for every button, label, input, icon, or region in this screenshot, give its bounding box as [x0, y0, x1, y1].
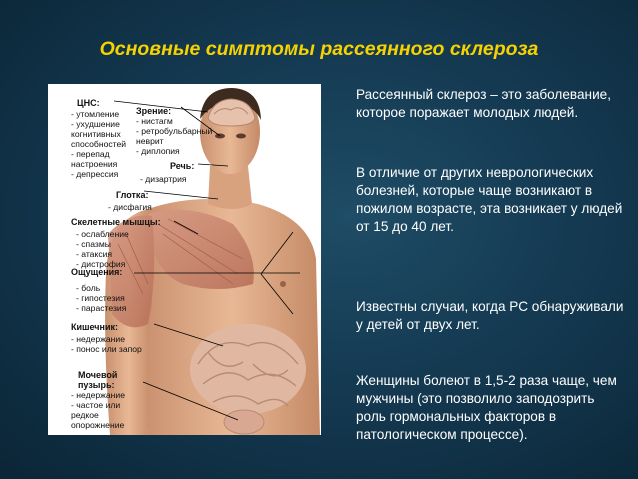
paragraph-1: Рассеянный склероз – это заболевание, которое поражает молодых людей. [356, 87, 611, 120]
vision-heading: Зрение: [136, 106, 172, 116]
sensation-heading: Ощущения: [71, 267, 123, 277]
speech-heading: Речь: [170, 161, 195, 171]
anatomy-figure [48, 84, 321, 435]
paragraph-4: Женщины болеют в 1,5-2 раза чаще, чем мужчины (это позволило заподозрить роль гормональных факторов в патологическом процессе). [356, 373, 617, 442]
bladder-heading: Мочевой пузырь: [78, 370, 118, 390]
vision-symptoms: - нистагм - ретробульбарный неврит - диплопия [136, 116, 213, 156]
skeletal-muscles-heading: Скелетные мышцы: [71, 217, 161, 227]
bowel-heading: Кишечник: [71, 322, 119, 332]
cns-heading: ЦНС: [77, 98, 100, 108]
bladder-symptoms: - недержание - частое или редкое опорожнение [71, 390, 126, 430]
sensation-symptoms: - боль - гипостезия - парастезия [76, 283, 127, 313]
skeletal-muscles-symptoms: - ослабление - спазмы - атаксия - дистрофия [76, 229, 129, 269]
bowel-symptoms: - недержание - понос или запор [71, 334, 142, 354]
speech-symptoms: - дизартрия [140, 174, 187, 184]
slide-title: Основные симптомы рассеянного склероза [99, 38, 539, 60]
cns-symptoms: - утомление - ухудшение когнитивных способностей - перепад настроения - депрессия [71, 109, 127, 179]
paragraph-3: Известны случаи, когда РС обнаруживали у детей от двух лет. [356, 299, 624, 332]
throat-heading: Глотка: [116, 190, 149, 200]
paragraph-2: В отличие от других неврологических болезней, которые чаще возникают в пожилом возрасте, эта возникает у людей от 15 до 40 лет. [356, 165, 623, 234]
throat-symptoms: - дисфагия [108, 202, 152, 212]
